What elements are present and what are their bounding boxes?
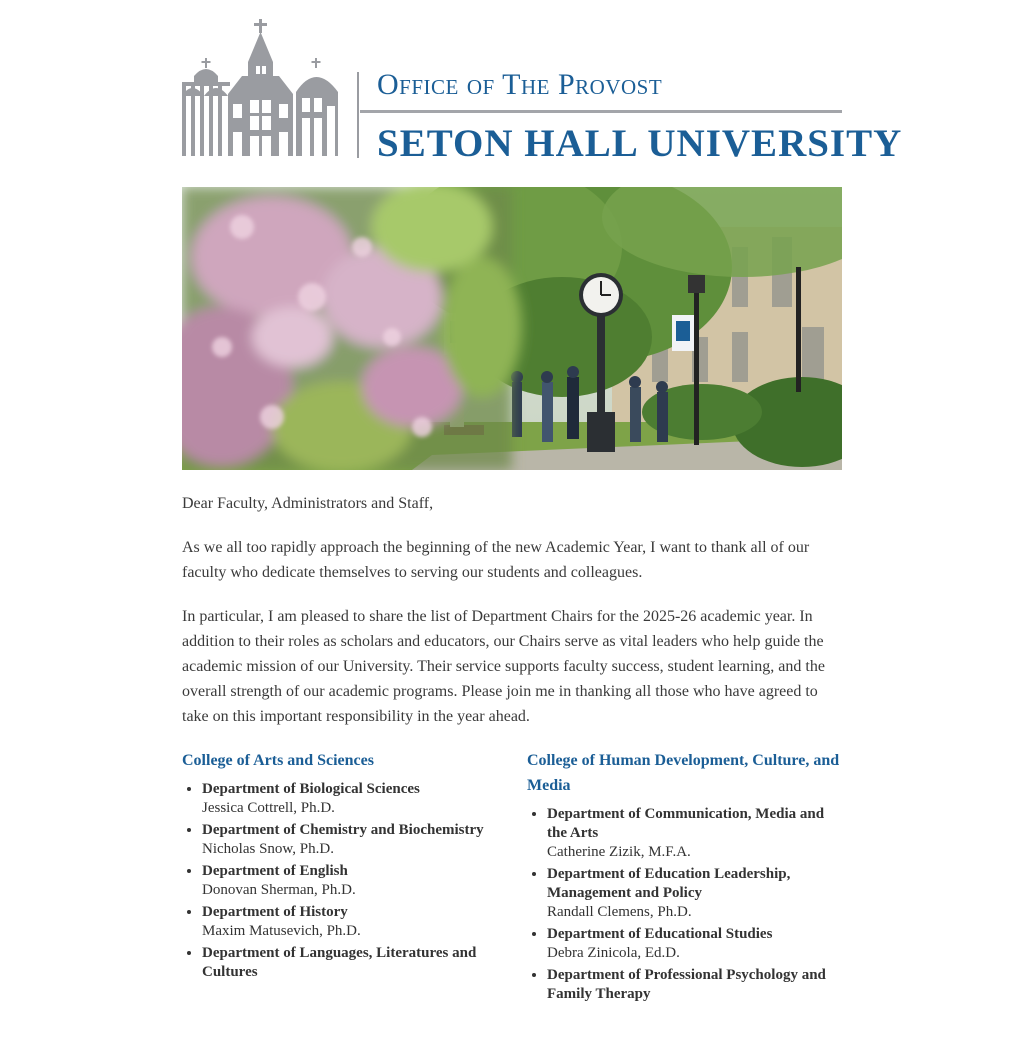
logo-divider bbox=[357, 72, 359, 158]
department-name: • Department of History bbox=[202, 904, 348, 920]
department-list bbox=[527, 805, 845, 1004]
office-title: Office of The Provost bbox=[377, 68, 663, 101]
list-item bbox=[202, 780, 502, 818]
intro-paragraph: As we all too rapidly approach the beginning of the new Academic Year, I want to thank all of our faculty who dedicate themselves to serving our students and colleagues. bbox=[182, 539, 810, 581]
email-container bbox=[182, 0, 903, 1002]
university-building-logo bbox=[182, 18, 342, 158]
list-item bbox=[202, 862, 502, 900]
chairs-paragraph: In particular, I am pleased to share the list of Department Chairs for the 2025-26 academic year. In addition to their roles as scholars and educators, our Chairs serve as vital leaders who help guide the academic mission of our University. Their service supports faculty success, student learning, and the overall strength of our academic programs. Please join me in thanking all those who have agreed to take on this important responsibility in the year ahead. bbox=[182, 608, 825, 725]
department-name: • Department of Professional Psychology and Family Therapy bbox=[547, 967, 826, 1002]
department-name: • Department of Communication, Media and the Arts bbox=[547, 806, 825, 841]
chair-name: Catherine Zizik, M.F.A. bbox=[547, 844, 691, 860]
header-rule bbox=[360, 110, 842, 113]
campus-hero-image bbox=[182, 187, 842, 470]
chair-name: Nicholas Snow, Ph.D. bbox=[202, 841, 334, 857]
college-column-arts-sciences bbox=[182, 748, 502, 985]
chair-name: Donovan Sherman, Ph.D. bbox=[202, 882, 356, 898]
list-item bbox=[202, 944, 502, 982]
department-name: • Department of Education Leadership, Management and Policy bbox=[547, 866, 791, 901]
university-name: SETON HALL UNIVERSITY bbox=[377, 122, 903, 165]
salutation: Dear Faculty, Administrators and Staff, bbox=[182, 495, 434, 512]
letter-body bbox=[182, 491, 842, 1048]
chair-name: Jessica Cottrell, Ph.D. bbox=[202, 800, 335, 816]
department-name: • Department of Chemistry and Biochemistry bbox=[202, 822, 484, 838]
college-heading: College of Arts and Sciences bbox=[182, 752, 374, 769]
college-column-human-development bbox=[527, 748, 845, 1007]
chair-name: Maxim Matusevich, Ph.D. bbox=[202, 923, 361, 939]
college-heading: College of Human Development, Culture, and Media bbox=[527, 752, 840, 794]
list-item bbox=[547, 805, 845, 862]
list-item bbox=[202, 821, 502, 859]
list-item bbox=[547, 925, 845, 963]
department-name: • Department of English bbox=[202, 863, 348, 879]
chair-name: Randall Clemens, Ph.D. bbox=[547, 904, 692, 920]
list-item bbox=[547, 966, 845, 1004]
department-list bbox=[182, 780, 502, 982]
chair-name: Debra Zinicola, Ed.D. bbox=[547, 945, 680, 961]
department-name: • Department of Languages, Literatures and Cultures bbox=[202, 945, 477, 980]
department-name: • Department of Biological Sciences bbox=[202, 781, 420, 797]
provost-header bbox=[182, 0, 903, 186]
list-item bbox=[547, 865, 845, 922]
department-chairs-list bbox=[182, 748, 842, 1048]
department-name: • Department of Educational Studies bbox=[547, 926, 773, 942]
list-item bbox=[202, 903, 502, 941]
